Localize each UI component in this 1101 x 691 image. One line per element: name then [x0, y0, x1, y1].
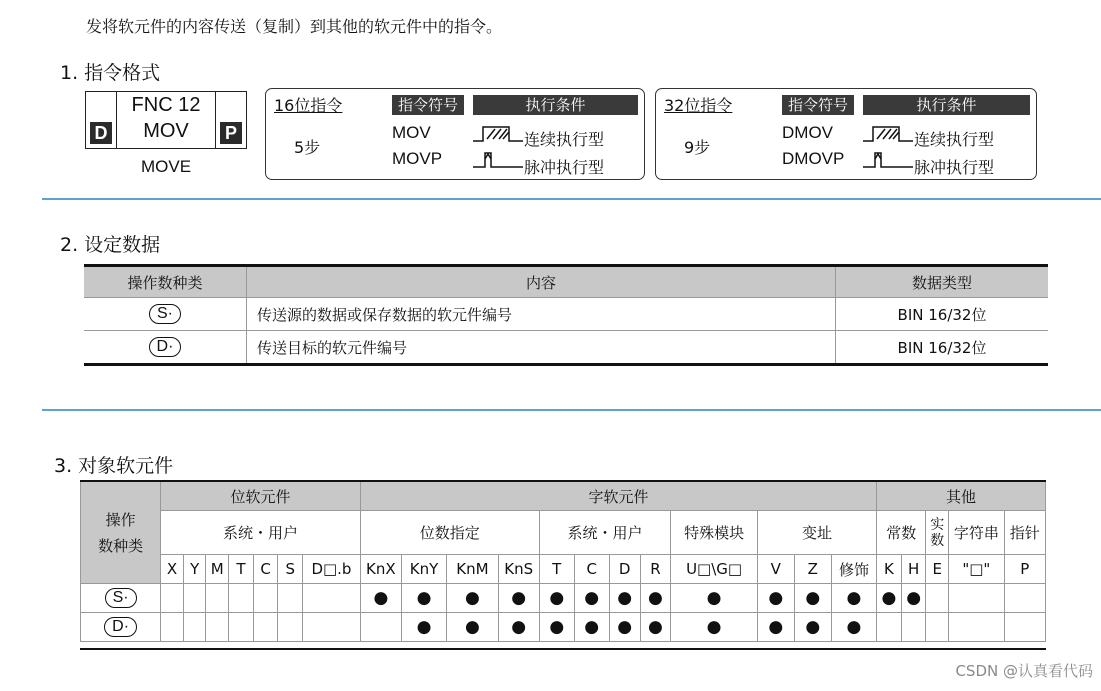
cell-empty [183, 613, 206, 642]
supported-dot: ● [768, 617, 784, 637]
table-row [81, 584, 1046, 613]
box16-title: 16位指令 [274, 96, 343, 115]
header-datatype: 数据类型 [836, 266, 1049, 298]
col-header: Y [183, 555, 206, 584]
cell-supported [877, 584, 902, 613]
box32-cond2: 脉冲执行型 [914, 158, 995, 177]
cell-supported [609, 584, 640, 613]
cell-empty [926, 584, 949, 613]
row-datatype: BIN 16/32位 [836, 298, 1049, 331]
box16-sym1: MOV [392, 123, 431, 142]
header-content: 内容 [247, 266, 836, 298]
row-header-line1: 操作 [105, 510, 136, 529]
cell-empty [1004, 613, 1045, 642]
supported-dot: ● [464, 588, 480, 608]
settings-table [84, 264, 1048, 366]
cell-supported [831, 584, 876, 613]
row-header-cell [81, 482, 161, 584]
exec-condition-icons [473, 123, 527, 177]
separator [42, 198, 1101, 200]
supported-dot: ● [416, 617, 432, 637]
col-header: S [278, 555, 303, 584]
cell-empty [206, 584, 229, 613]
cell-supported [794, 584, 831, 613]
col-header: C [253, 555, 278, 584]
cell-supported [539, 613, 574, 642]
fnc-name: MOVE [140, 157, 192, 176]
cell-supported [640, 584, 671, 613]
cell-empty [303, 584, 361, 613]
group-bit: 位软元件 [161, 482, 361, 511]
col-header: H [901, 555, 926, 584]
cell-supported [671, 613, 757, 642]
sub-index: 变址 [757, 511, 876, 555]
cell-supported [447, 584, 498, 613]
col-header: E [926, 555, 949, 584]
cell-supported [360, 584, 401, 613]
watermark: CSDN @认真看代码 [955, 662, 1093, 680]
section1-title: 1. 指令格式 [60, 62, 161, 84]
box16-cond2: 脉冲执行型 [524, 158, 605, 177]
cell-supported [671, 584, 757, 613]
cell-empty [161, 613, 184, 642]
section2-title: 2. 设定数据 [60, 234, 161, 256]
fnc-box [85, 91, 247, 149]
cell-empty [278, 613, 303, 642]
cell-supported [574, 584, 609, 613]
col-header: KnM [447, 555, 498, 584]
sub-word-system: 系统・用户 [539, 511, 671, 555]
section3-title: 3. 对象软元件 [54, 455, 174, 477]
col-header: T [229, 555, 254, 584]
operand-d: D· [149, 337, 182, 357]
box16-sym2: MOVP [392, 149, 443, 168]
sub-const: 常数 [877, 511, 926, 555]
sub-special: 特殊模块 [671, 511, 757, 555]
col-header: KnX [360, 555, 401, 584]
sub-real: 实数 [926, 511, 949, 555]
supported-dot: ● [846, 588, 862, 608]
group-other: 其他 [877, 482, 1046, 511]
header-operand: 操作数种类 [84, 266, 247, 298]
row-content: 传送目标的软元件编号 [247, 331, 836, 365]
table-top-rule [80, 480, 1046, 482]
supported-dot: ● [768, 588, 784, 608]
supported-dot: ● [648, 588, 663, 608]
intro-text: 发将软元件的内容传送（复制）到其他的软元件中的指令。 [86, 17, 503, 36]
supported-dot: ● [549, 617, 565, 637]
supported-dot: ● [706, 588, 722, 608]
operand-d: D· [104, 617, 137, 637]
cell-empty [303, 613, 361, 642]
col-header: P [1004, 555, 1045, 584]
row-content: 传送源的数据或保存数据的软元件编号 [247, 298, 836, 331]
col-header: 修饰 [831, 555, 876, 584]
supported-dot: ● [846, 617, 862, 637]
box32-sym1: DMOV [782, 123, 833, 142]
col-header: U□\G□ [671, 555, 757, 584]
supported-dot: ● [511, 588, 527, 608]
sub-string: 字符串 [949, 511, 1005, 555]
operand-s: S· [105, 588, 137, 608]
fnc-mnemonic: MOV [143, 120, 189, 142]
box16-cond-header: 执行条件 [473, 95, 638, 115]
cell-empty [229, 584, 254, 613]
sub-digit: 位数指定 [360, 511, 539, 555]
cell-empty [229, 613, 254, 642]
col-header: M [206, 555, 229, 584]
box32-title: 32位指令 [664, 96, 733, 115]
supported-dot: ● [511, 617, 527, 637]
supported-dot: ● [617, 617, 633, 637]
cell-empty [183, 584, 206, 613]
col-header: K [877, 555, 902, 584]
pulse-tag: P [220, 122, 242, 144]
supported-dot: ● [617, 588, 633, 608]
box32-sym2: DMOVP [782, 149, 845, 168]
table-row [84, 298, 1048, 331]
format-box-32bit [655, 88, 1037, 180]
device-table [80, 481, 1046, 642]
box16-cond1: 连续执行型 [524, 130, 605, 149]
box32-cond1: 连续执行型 [914, 130, 995, 149]
cell-supported [831, 613, 876, 642]
supported-dot: ● [805, 617, 821, 637]
cell-supported [539, 584, 574, 613]
cell-empty [1004, 584, 1045, 613]
supported-dot: ● [906, 588, 922, 608]
table-row [81, 613, 1046, 642]
supported-dot: ● [706, 617, 722, 637]
box32-cond-header: 执行条件 [863, 95, 1030, 115]
box16-steps: 5步 [294, 138, 321, 157]
supported-dot: ● [464, 617, 480, 637]
supported-dot: ● [549, 588, 565, 608]
table-row [84, 331, 1048, 365]
operand-s: S· [149, 304, 181, 324]
sub-pointer: 指针 [1004, 511, 1045, 555]
col-header: "□" [949, 555, 1005, 584]
col-header: T [539, 555, 574, 584]
col-header: D [609, 555, 640, 584]
supported-dot: ● [584, 617, 600, 637]
dword-tag: D [90, 122, 112, 144]
cell-empty [926, 613, 949, 642]
table-bottom-rule [80, 648, 1046, 650]
box16-sym-header: 指令符号 [392, 95, 464, 115]
col-header: V [757, 555, 794, 584]
cell-supported [640, 613, 671, 642]
group-word: 字软元件 [360, 482, 876, 511]
cell-supported [401, 613, 446, 642]
row-header-line2: 数种类 [98, 536, 144, 555]
cell-empty [253, 584, 278, 613]
cell-empty [949, 584, 1005, 613]
col-header: R [640, 555, 671, 584]
cell-supported [757, 584, 794, 613]
supported-dot: ● [373, 588, 389, 608]
col-header: KnY [401, 555, 446, 584]
supported-dot: ● [648, 617, 663, 637]
cell-empty [949, 613, 1005, 642]
cell-supported [794, 613, 831, 642]
cell-supported [757, 613, 794, 642]
cell-empty [206, 613, 229, 642]
cell-supported [609, 613, 640, 642]
cell-supported [901, 584, 926, 613]
col-header: X [161, 555, 184, 584]
col-header: KnS [498, 555, 539, 584]
cell-empty [278, 584, 303, 613]
fnc-number: FNC 12 [131, 94, 201, 116]
cell-supported [574, 613, 609, 642]
cell-supported [498, 613, 539, 642]
cell-empty [161, 584, 184, 613]
box32-steps: 9步 [684, 138, 711, 157]
supported-dot: ● [805, 588, 821, 608]
cell-empty [877, 613, 902, 642]
cell-empty [901, 613, 926, 642]
cell-empty [253, 613, 278, 642]
cell-supported [498, 584, 539, 613]
cell-empty [360, 613, 401, 642]
supported-dot: ● [881, 588, 897, 608]
supported-dot: ● [584, 588, 600, 608]
exec-condition-icons [863, 123, 917, 177]
format-box-16bit [265, 88, 645, 180]
supported-dot: ● [416, 588, 432, 608]
cell-supported [401, 584, 446, 613]
box32-sym-header: 指令符号 [782, 95, 854, 115]
col-header: D□.b [303, 555, 361, 584]
sub-bit-system: 系统・用户 [161, 511, 361, 555]
separator [42, 409, 1101, 411]
col-header: C [574, 555, 609, 584]
row-datatype: BIN 16/32位 [836, 331, 1049, 365]
cell-supported [447, 613, 498, 642]
col-header: Z [794, 555, 831, 584]
